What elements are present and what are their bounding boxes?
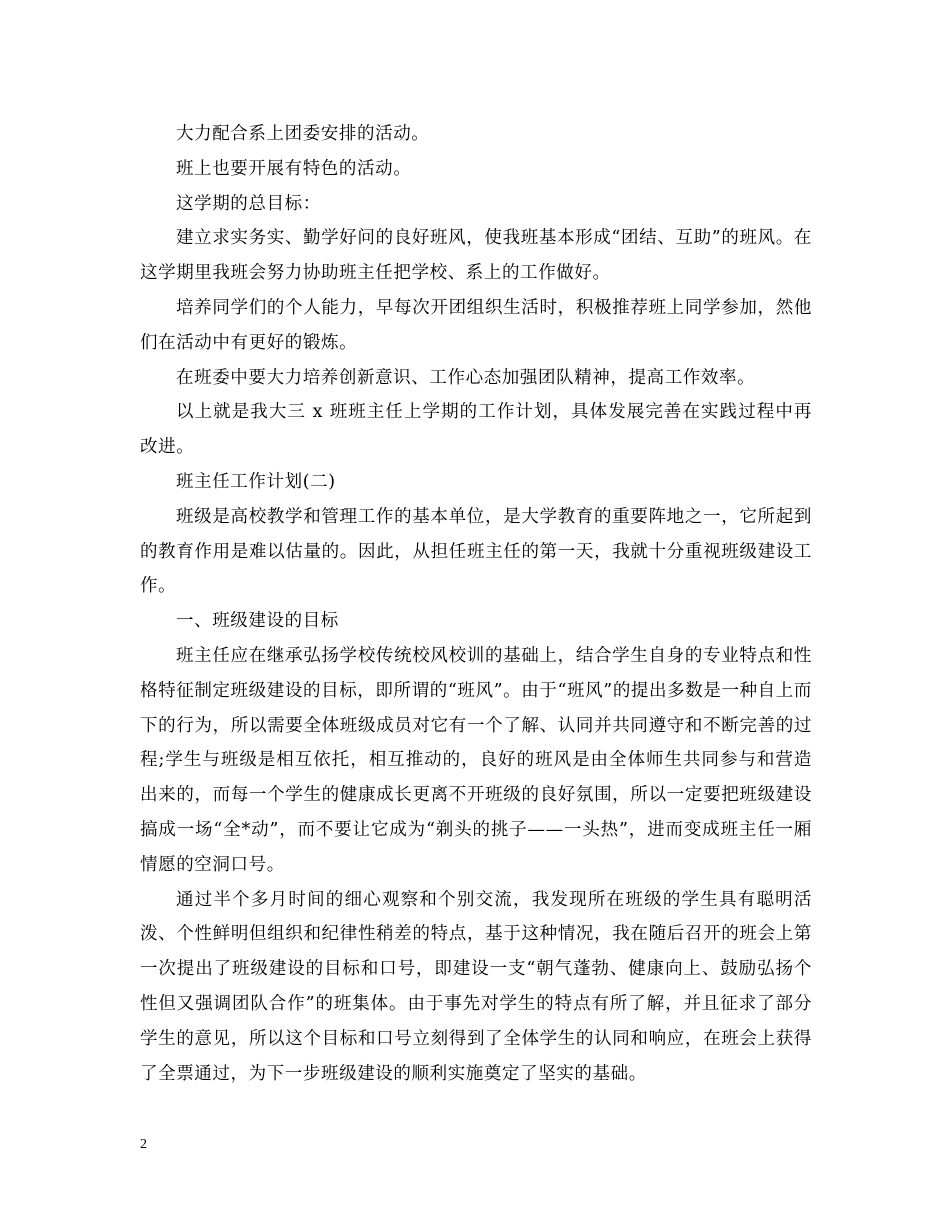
paragraph: 建立求实务实、勤学好问的良好班风，使我班基本形成“团结、互助”的班风。在这学期里我班会努力协助班主任把学校、系上的工作做好。 [140,228,812,284]
paragraph: 班主任应在继承弘扬学校传统校风校训的基础上，结合学生自身的专业特点和性格特征制定班级建设的目标，即所谓的“班风”。由于“班风”的提出多数是一种自上而下的行为，所以需要全体班级成员对它有一个了解、认同并共同遵守和不断完善的过程;学生与班级是相互依托，相互推动的，良好的班风是由全体师生共同参与和营造出来的，而每一个学生的健康成长更离不开班级的良好氛围，所以一定要把班级建设搞成一场“全*动”，而不要让它成为“剃头的挑子——一头热”，进而变成班主任一厢情愿的空洞口号。 [140,645,812,875]
paragraph: 大力配合系上团委安排的活动。 [176,124,430,144]
paragraph: 以上就是我大三 x 班班主任上学期的工作计划，具体发展完善在实践过程中再改进。 [140,402,812,458]
paragraph: 培养同学们的个人能力，早每次开团组织生活时，积极推荐班上同学参加，然他们在活动中有更好的锻炼。 [140,297,812,353]
paragraph: 班上也要开展有特色的活动。 [176,158,412,179]
paragraph: 在班委中要大力培养创新意识、工作心态加强团队精神，提高工作效率。 [176,367,756,388]
section-heading: 班主任工作计划(二) [176,471,336,492]
document-body [140,117,812,1091]
section-heading: 一、班级建设的目标 [176,611,339,632]
paragraph: 班级是高校教学和管理工作的基本单位，是大学教育的重要阵地之一，它所起到的教育作用是难以估量的。因此，从担任班主任的第一天，我就十分重视班级建设工作。 [140,506,812,597]
paragraph: 通过半个多月时间的细心观察和个别交流，我发现所在班级的学生具有聪明活泼、个性鲜明但组织和纪律性稍差的特点，基于这种情况，我在随后召开的班会上第一次提出了班级建设的目标和口号，即建设一支“朝气蓬勃、健康向上、鼓励弘扬个性但又强调团队合作”的班集体。由于事先对学生的特点有所了解，并且征求了部分学生的意见，所以这个目标和口号立刻得到了全体学生的认同和响应，在班会上获得了全票通过，为下一步班级建设的顺利实施奠定了坚实的基础。 [140,889,812,1084]
paragraph: 这学期的总目标： [176,193,321,214]
page-number: 2 [140,1137,147,1152]
